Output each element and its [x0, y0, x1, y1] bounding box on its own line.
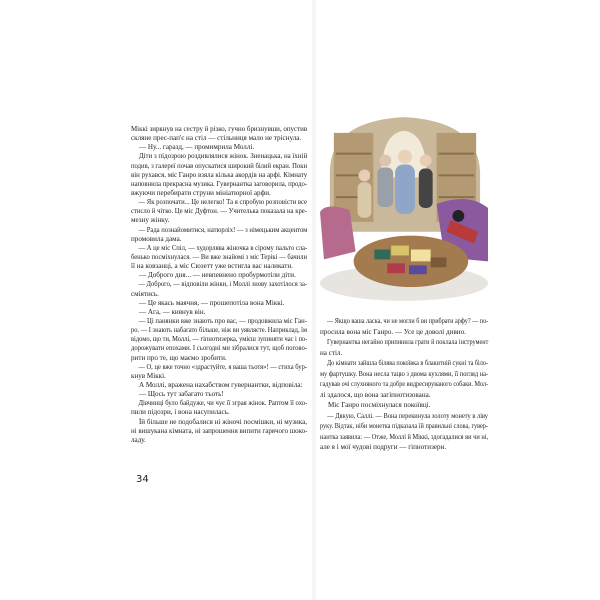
- text-line: стисло й чітко. Це міс Дуфтон. — Учителька показала на кре-: [131, 207, 307, 216]
- text-line: гадував очі слухняного та добре видресируваного собаки. Мол-: [320, 380, 489, 388]
- text-line: сміятись.: [131, 289, 159, 298]
- text-line: він рухався, міс Ганро взяла кілька акордів на арфі. Кімнату: [131, 170, 308, 179]
- text-line: ладу.: [131, 435, 146, 444]
- text-line: Їй більше не подобалися ні жіночі посмішки, ні музика,: [138, 417, 307, 426]
- text-line: Міккі зиркнув на сестру й різко, гучно бризнувши, опустив: [131, 125, 308, 133]
- page-number: 34: [136, 474, 149, 485]
- text-line: наповнила прекрасна музика. Гувернантка заговорила, продо-: [131, 179, 308, 188]
- text-line: — Якщо ваша ласка, чи не могли б ви прибрати арфу? — по-: [327, 317, 489, 325]
- text-line: мезну жінку.: [131, 216, 170, 225]
- text-line: рити про те, що маємо зробити.: [131, 353, 227, 362]
- text-line: Дівчинці було байдуже, чи чує її зграя жінок. Раптом її охо-: [138, 399, 308, 408]
- text-line: — Дякую, Саллі. — Вона перекинула золоту монету в ліву: [327, 411, 488, 420]
- text-line: Діти з підозрою роздивлялися жінок. Зненацька, на їхній: [138, 152, 308, 161]
- text-line: бенько посміхнулася. — Ви вже знайомі з міс Терікі — бачили: [131, 252, 307, 261]
- text-line: руку. Відтак, ніби монетка підказала їй правильні слова, гувер-: [320, 422, 488, 430]
- text-line: — О, це вже точно «здрастуйте, я ваша тьотя»! — стиха бур-: [138, 362, 307, 371]
- text-line: — Ці панянки вже знають про вас, — продовжила міс Ган-: [138, 316, 307, 325]
- text-line: До кімнати зайшла білява покоївка в блакитній сукні та біло-: [326, 359, 488, 367]
- text-line: — Як розпочати... Це нелегко! Та я спробую розповісти все: [138, 198, 307, 207]
- text-line: — Це якась маячня, — прошепотіла вона Міккі.: [139, 298, 285, 307]
- book-gutter: [311, 0, 317, 600]
- text-line: промовила дама.: [131, 234, 182, 243]
- text-line: подив, з галереї почав опускатися широкий білий екран. Поки: [131, 161, 307, 170]
- text-line: — Ну... гаразд, — промимрила Моллі.: [139, 143, 255, 152]
- text-line: — Доброго, — відповіли жінки, і Моллі знову захотілося за-: [138, 280, 308, 289]
- text-line: — Рада познайомитися, натюрліх! — з німецьким акцентом: [138, 225, 308, 234]
- text-line: А Моллі, вражена нахабством гувернантки, відповіла:: [139, 380, 303, 389]
- right-page-text: [320, 316, 488, 453]
- left-page-text: [131, 125, 307, 445]
- text-line: на стіл.: [320, 348, 343, 357]
- text-line: дорожувати епохами. І сьогодні ми зібралися тут, щоб погово-: [131, 344, 308, 353]
- text-line: кнув Міккі.: [131, 371, 166, 380]
- text-line: пили підозри, і вона насупилась.: [131, 408, 230, 417]
- text-line: Міс Ганро посміхнулася покоївці.: [328, 401, 431, 409]
- illustration-women-in-library: [320, 112, 488, 304]
- text-line: — А це міс Спіл, — худорлява жіночка в сірому пальто сла-: [138, 243, 308, 252]
- text-line: — Доброго дня... — невпевнено пробурмотіли діти.: [139, 271, 296, 280]
- text-line: вжуючи перебирати струни мініатюрної арфи.: [131, 188, 271, 197]
- text-line: відомо, що ти, Моллі, — гіпнотизерка, умієш зупиняти час і по-: [131, 335, 308, 344]
- text-line: му фартушку. Вона несла тацю з двома кухлями, її погляд на-: [320, 369, 489, 378]
- text-line: лі здалося, що вона загіпнотизована.: [320, 390, 431, 399]
- text-line: але я і мої чудові подруги — гіпнотизери.: [320, 443, 447, 451]
- text-line: — Щось тут забагато тьоть!: [139, 390, 224, 399]
- text-line: ні вишукана кімната, ні запрошення випити гарячого шоко-: [131, 426, 308, 435]
- text-line: скляне прес-пап'є на стіл — стільниця мало не тріснула.: [131, 134, 302, 143]
- text-line: ро. — І знають набагато більше, ніж ви уявляєте. Наприклад, їм: [131, 326, 308, 335]
- text-line: Гувернантка негайно припинила грати й поклала інструмент: [327, 338, 489, 346]
- text-line: її на ковзанці, а міс Сюзетт уже встигла вас наликати.: [131, 262, 293, 271]
- text-line: — Ага, — кивнув він.: [139, 307, 206, 316]
- text-line: просила вона міс Ганро. — Усе це доволі дивно.: [320, 327, 466, 336]
- text-line: нантка заявила: — Отже, Моллі й Міккі, здогадалися ви чи ні,: [320, 432, 489, 441]
